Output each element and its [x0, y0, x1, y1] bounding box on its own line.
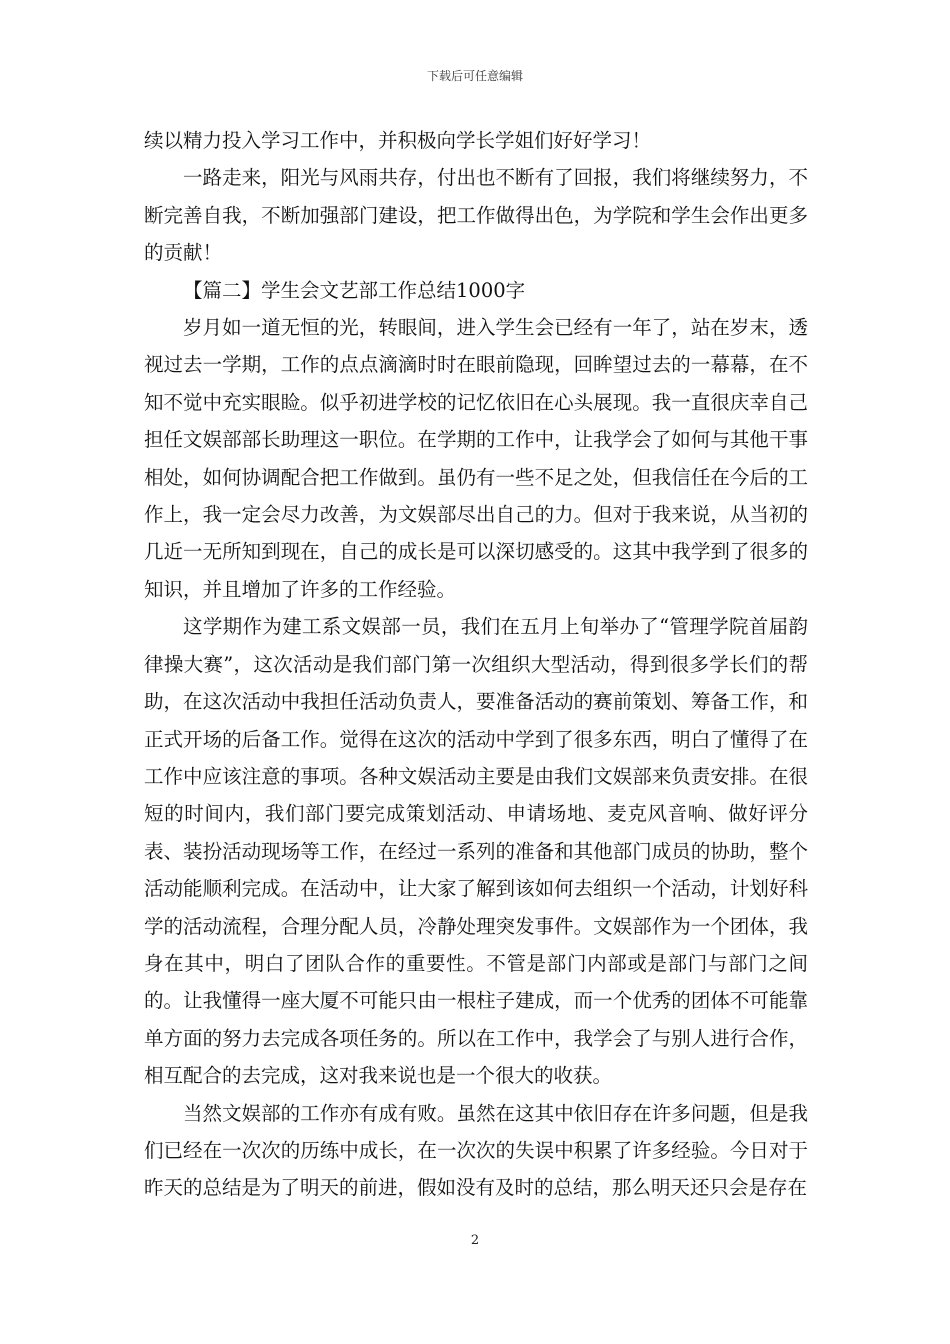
page-number: 2 — [470, 1233, 480, 1248]
paragraph: 这学期作为建工系文娱部一员，我们在五月上旬举办了“管理学院首届韵律操大赛”，这次活动是我们部门第一次组织大型活动，得到很多学长们的帮助，在这次活动中我担任活动负责人，要准备活动的赛前策划、筹备工作，和正式开场的后备工作。觉得在这次的活动中学到了很多东西，明白了懂得了在工作中应该注意的事项。各种文娱活动主要是由我们文娱部来负责安排。在很短的时间内，我们部门要完成策划活动、申请场地、麦克风音响、做好评分表、装扮活动现场等工作，在经过一系列的准备和其他部门成员的协助，整个活动能顺利完成。在活动中，让大家了解到该如何去组织一个活动，计划好科学的活动流程，合理分配人员，冷静处理突发事件。文娱部作为一个团体，我身在其中，明白了团队合作的重要性。不管是部门内部或是部门与部门之间的。让我懂得一座大厦不可能只由一根柱子建成，而一个优秀的团体不可能靠单方面的努力去完成各项任务的。所以在工作中，我学会了与别人进行合作，相互配合的去完成，这对我来说也是一个很大的收获。 — [144, 615, 808, 1088]
paragraph: 一路走来，阳光与风雨共存，付出也不断有了回报，我们将继续努力，不断完善自我，不断加强部门建设，把工作做得出色，为学院和学生会作出更多的贡献！ — [144, 166, 808, 265]
paragraph-continuation: 续以精力投入学习工作中，并积极向学长学姐们好好学习！ — [144, 129, 652, 152]
paragraph: 当然文娱部的工作亦有成有败。虽然在这其中依旧存在许多问题，但是我们已经在一次次的历练中成长，在一次次的失误中积累了许多经验。今日对于昨天的总结是为了明天的前进，假如没有及时的总结，那么明天还只会是存在 — [144, 1101, 808, 1200]
paragraph: 岁月如一道无恒的光，转眼间，进入学生会已经有一年了，站在岁末，透视过去一学期，工作的点点滴滴时时在眼前隐现，回眸望过去的一幕幕，在不知不觉中充实眼睑。似乎初进学校的记忆依旧在心头展现。我一直很庆幸自己担任文娱部部长助理这一职位。在学期的工作中，让我学会了如何与其他干事相处，如何协调配合把工作做到。虽仍有一些不足之处，但我信任在今后的工作上，我一定会尽力改善，为文娱部尽出自己的力。但对于我来说，从当初的几近一无所知到现在，自己的成长是可以深切感受的。这其中我学到了很多的知识，并且增加了许多的工作经验。 — [144, 316, 808, 601]
page-header: 下载后可任意编辑 — [426, 69, 523, 83]
section-heading: 【篇二】学生会文艺部工作总结1000字 — [183, 278, 526, 302]
document-body — [144, 122, 808, 1207]
